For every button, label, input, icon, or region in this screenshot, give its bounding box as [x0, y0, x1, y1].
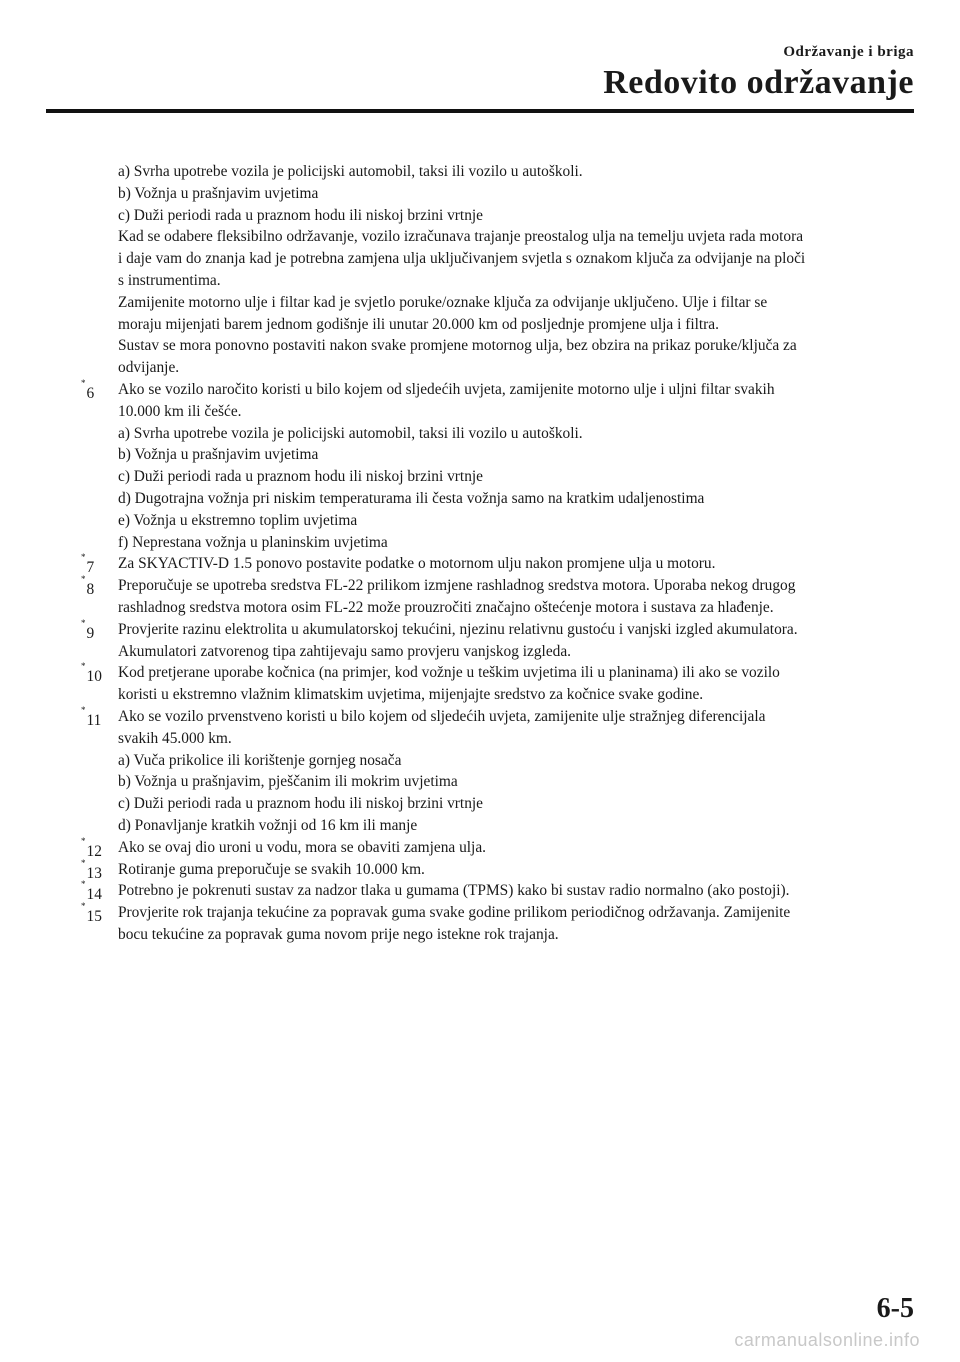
line-text: 10.000 km ili češće. — [118, 402, 242, 420]
footnote-number: *14 — [81, 879, 102, 904]
line-text: Sustav se mora ponovno postaviti nakon svake promjene motornog ulja, bez obzira na prikaz poruke/ključa za — [118, 337, 797, 355]
line-text: Zamijenite motorno ulje i filtar kad je svjetlo poruke/oznake ključa za odvijanje uključeno. Ulje i filtar se — [118, 293, 768, 311]
line-text: c) Duži periodi rada u praznom hodu ili niskoj brzini vrtnje — [118, 468, 484, 486]
line-text: a) Svrha upotrebe vozila je policijski automobil, taksi ili vozilo u autoškoli. — [118, 424, 583, 442]
header-rule — [46, 109, 914, 113]
text-line — [76, 466, 926, 488]
line-text: Ako se vozilo prvenstveno koristi u bilo kojem od sljedećih uvjeta, zamijenite ulje stražnjeg diferencijala — [118, 707, 766, 725]
text-line — [76, 641, 926, 663]
footnote-number: *10 — [81, 661, 102, 686]
footnote-line — [76, 902, 926, 924]
line-text: Kod pretjerane uporabe kočnica (na primjer, kod vožnje u teškim uvjetima ili u planinama) ili ako se vozilo — [118, 664, 780, 682]
footnote-line — [76, 553, 926, 575]
line-text: moraju mijenjati barem jednom godišnje ili unutar 20.000 km od posljednje promjene ulja i filtra. — [118, 315, 719, 333]
line-text: Rotiranje guma preporučuje se svakih 10.000 km. — [118, 860, 425, 878]
watermark: carmanualsonline.info — [734, 1330, 920, 1350]
text-line — [76, 815, 926, 837]
line-text: Za SKYACTIV-D 1.5 ponovo postavite podatke o motornom ulju nakon promjene ulja u motoru. — [118, 555, 716, 573]
line-text: bocu tekućine za popravak guma novom prije nego istekne rok trajanja. — [118, 925, 559, 943]
text-line — [76, 226, 926, 248]
line-text: Ako se ovaj dio uroni u vodu, mora se obaviti zamjena ulja. — [118, 838, 487, 856]
line-text: svakih 45.000 km. — [118, 729, 232, 747]
line-text: Provjerite razinu elektrolita u akumulatorskoj tekućini, njezinu relativnu gustoću i vanjski izgled akumulatora. — [118, 620, 798, 638]
text-line — [76, 161, 926, 183]
text-line — [76, 793, 926, 815]
line-text: s instrumentima. — [118, 271, 221, 289]
footnote-line — [76, 880, 926, 902]
footnote-line — [76, 662, 926, 684]
line-text: odvijanje. — [118, 359, 180, 377]
line-text: rashladnog sredstva motora osim FL-22 može prouzročiti značajno oštećenje motora i sustava za hlađenje. — [118, 598, 774, 616]
line-text: koristi u ekstremno vlažnim klimatskim uvjetima, mijenjajte sredstvo za kočnice svake godine. — [118, 686, 704, 704]
text-line — [76, 248, 926, 270]
section-label: Održavanje i briga — [783, 44, 914, 60]
line-text: Kad se odabere fleksibilno održavanje, vozilo izračunava trajanje preostalog ulja na temelju uvjeta rada motora — [118, 228, 804, 246]
line-text: a) Vuča prikolice ili korištenje gornjeg nosača — [118, 751, 402, 769]
text-line — [76, 357, 926, 379]
line-text: Akumulatori zatvorenog tipa zahtijevaju samo provjeru vanjskog izgleda. — [118, 642, 572, 660]
text-line — [76, 684, 926, 706]
text-line — [76, 444, 926, 466]
footnote-line — [76, 837, 926, 859]
line-text: Preporučuje se upotreba sredstva FL-22 prilikom izmjene rashladnog sredstva motora. Uporaba nekog drugog — [118, 577, 796, 595]
text-line — [76, 488, 926, 510]
line-text: b) Vožnja u prašnjavim uvjetima — [118, 184, 319, 202]
text-line — [76, 771, 926, 793]
footnote-line — [76, 859, 926, 881]
line-text: b) Vožnja u prašnjavim uvjetima — [118, 446, 319, 464]
line-text: c) Duži periodi rada u praznom hodu ili niskoj brzini vrtnje — [118, 206, 484, 224]
footnote-line — [76, 706, 926, 728]
page-header — [603, 44, 914, 103]
footnote-line — [76, 619, 926, 641]
footnote-number: *12 — [81, 835, 102, 860]
footnote-number: *6 — [81, 377, 95, 403]
notes-body — [76, 161, 926, 946]
text-line — [76, 728, 926, 750]
line-text: f) Neprestana vožnja u planinskim uvjetima — [118, 533, 388, 551]
line-text: b) Vožnja u prašnjavim, pješčanim ili mokrim uvjetima — [118, 773, 458, 791]
text-line — [76, 205, 926, 227]
page-number: 6-5 — [876, 1293, 914, 1324]
footnote-number: *8 — [81, 574, 95, 599]
line-text: Ako se vozilo naročito koristi u bilo kojem od sljedećih uvjeta, zamijenite motorno ulje i uljni filtar svakih — [118, 380, 775, 398]
footnote-line — [76, 575, 926, 597]
footnote-number: *9 — [81, 617, 95, 642]
text-line — [76, 270, 926, 292]
line-text: e) Vožnja u ekstremno toplim uvjetima — [118, 511, 358, 529]
page-title: Redovito održavanje — [603, 64, 914, 101]
footnote-number: *13 — [81, 857, 102, 882]
footnote-number: *11 — [81, 704, 102, 730]
text-line — [76, 292, 926, 314]
line-text: a) Svrha upotrebe vozila je policijski automobil, taksi ili vozilo u autoškoli. — [118, 163, 583, 180]
text-line — [76, 183, 926, 205]
footnote-number: *7 — [81, 552, 95, 577]
text-line — [76, 532, 926, 554]
text-line — [76, 924, 926, 946]
line-text: Provjerite rok trajanja tekućine za popravak guma svake godine prilikom periodičnog održavanja. Zamijenite — [118, 904, 791, 922]
line-text: Potrebno je pokrenuti sustav za nadzor tlaka u gumama (TPMS) kako bi sustav radio normalno (ako postoji). — [118, 882, 790, 900]
footnote-number: *15 — [81, 901, 102, 926]
line-text: d) Ponavljanje kratkih vožnji od 16 km ili manje — [118, 816, 418, 834]
text-line — [76, 335, 926, 357]
text-line — [76, 423, 926, 445]
text-line — [76, 597, 926, 619]
text-line — [76, 401, 926, 423]
text-line — [76, 510, 926, 532]
line-text: c) Duži periodi rada u praznom hodu ili niskoj brzini vrtnje — [118, 795, 484, 813]
footnote-line — [76, 379, 926, 401]
text-line — [76, 750, 926, 772]
text-line — [76, 314, 926, 336]
line-text: d) Dugotrajna vožnja pri niskim temperaturama ili česta vožnja samo na kratkim udaljenostima — [118, 489, 705, 507]
line-text: i daje vam do znanja kad je potrebna zamjena ulja uključivanjem svjetla s oznakom ključa za odvijanje na ploči — [118, 250, 806, 268]
